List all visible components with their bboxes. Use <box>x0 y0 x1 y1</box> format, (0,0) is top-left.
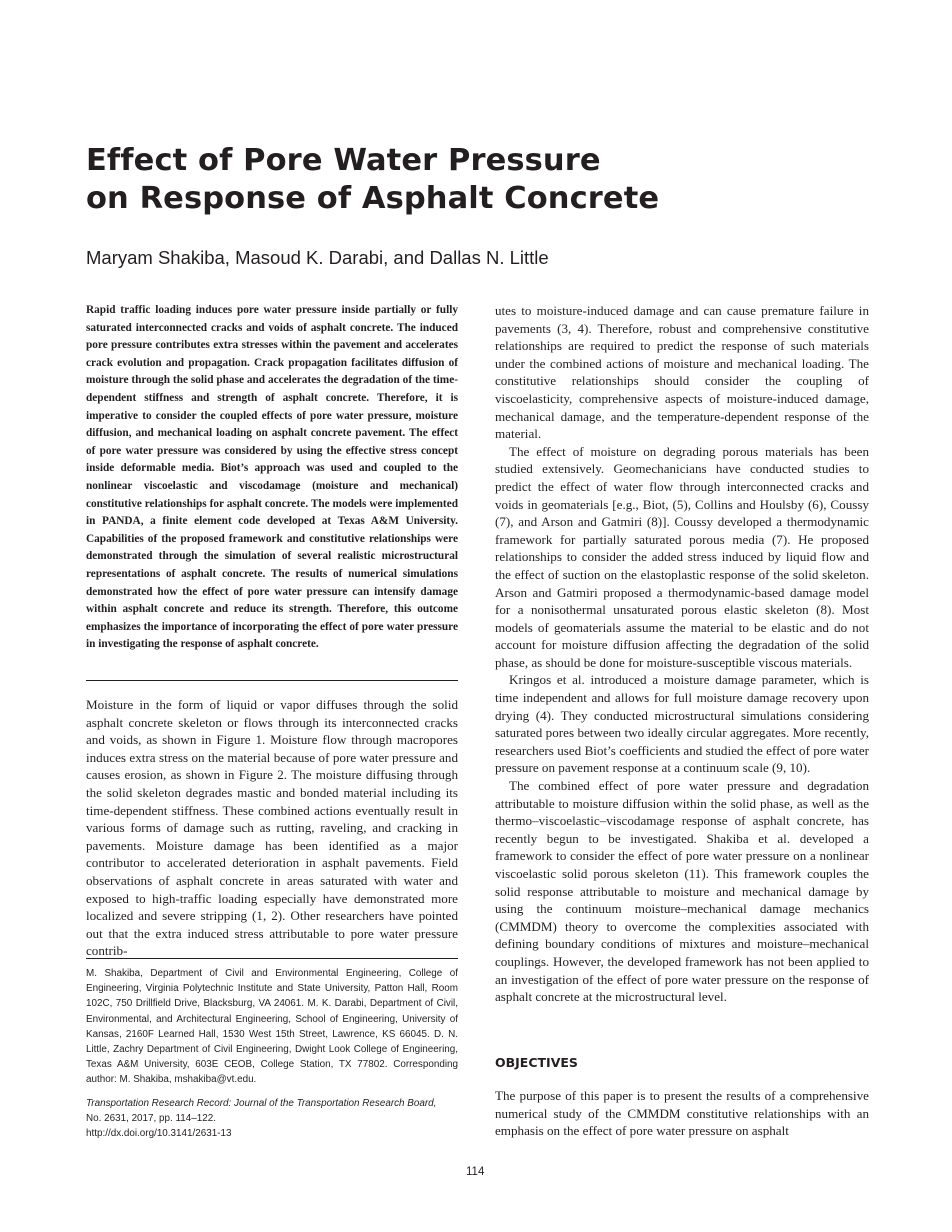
journal-doi[interactable]: http://dx.doi.org/10.3141/2631-13 <box>86 1128 232 1140</box>
journal-issue: No. 2631, 2017, pp. 114–122. <box>86 1113 216 1125</box>
body-paragraph-1: utes to moisture-induced damage and can cause premature failure in pavements (3, 4). Therefore, robust and comprehensive constitutive relationships are required to predict the response of such materials under the combined actions of moisture and mechanical loading. The constitutive relationships should consider the coupling of viscoelasticity, comprehensive aspects of moisture-induced damage, mechanical damage, and the temperature-dependent response of the material. <box>495 303 869 442</box>
title-line-1: Effect of Pore Water Pressure <box>86 143 601 178</box>
author-list: Maryam Shakiba, Masoud K. Darabi, and Dallas N. Little <box>86 247 549 268</box>
abstract <box>86 302 458 654</box>
journal-name: Transportation Research Record: Journal of the Transportation Research Board, <box>86 1098 437 1109</box>
affiliation-text: M. Shakiba, Department of Civil and Environmental Engineering, College of Engineering, Virginia Polytechnic Institute and State University, Patton Hall, Room 102C, 750 Drillfield Drive, Blacksburg, VA 24061. M. K. Darabi, Department of Civil, Environmental, and Architectural Engineering, School of Engineering, University of Kansas, 2160F Learned Hall, 1530 West 15th Street, Lawrence, KS 66045. D. N. Little, Zachry Department of Civil Engineering, Dwight Look College of Engineering, Texas A&M University, 603E CEOB, College Station, TX 77802. Corresponding author: M. Shakiba, mshakiba@vt.edu. <box>86 968 458 1086</box>
objectives-heading: OBJECTIVES <box>495 1055 578 1070</box>
body-paragraph-4: The combined effect of pore water pressure and degradation attributable to moisture diffusion within the solid phase, as well as the thermo–viscoelastic–viscodamage response of asphalt concrete, has recently begun to be investigated. Shakiba et al. developed a framework to consider the effect of pore water pressure on a nonlinear viscoelastic solid porous skeleton (11). This framework couples the solid response attributable to moisture and mechanical damage by using the continuum moisture–mechanical damage mechanics (CMMDM) theory to overcome the complexities associated with defining boundary conditions of mixtures and moisture–mechanical couplings. However, the developed framework has not been applied to an investigation of the effect of pore water pressure on the response of asphalt concrete at the microstructural level. <box>495 778 869 1005</box>
objectives-text: The purpose of this paper is to present the results of a comprehensive numerical study of the CMMDM constitutive relationships with an emphasis on the effect of pore water pressure on asphalt <box>495 1088 869 1139</box>
introduction <box>86 696 458 960</box>
abstract-text: Rapid traffic loading induces pore water pressure inside partially or fully saturated interconnected cracks and voids of asphalt concrete. The induced pore pressure contributes extra stresses within the pavement and accelerates crack evolution and propagation. Crack propagation facilitates diffusion of moisture through the solid phase and accelerates the degradation of the time-dependent stiffness and strength of asphalt concrete. Therefore, it is imperative to consider the coupled effects of pore water pressure, moisture diffusion, and mechanical loading on asphalt concrete pavement. The effect of pore water pressure was considered by using the effective stress concept inside deformable media. Biot’s approach was used and coupled to the nonlinear viscoelastic and viscodamage (moisture and mechanical) constitutive relationships for asphalt concrete. The models were implemented in PANDA, a finite element code developed at Texas A&M University. Capabilities of the proposed framework and constitutive relationships were demonstrated through the simulation of several realistic microstructural representations of asphalt concrete. The results of numerical simulations demonstrated how the effect of pore water pressure can intensify damage within asphalt concrete and reduce its strength. Therefore, this outcome emphasizes the importance of incorporating the effect of pore water pressure in investigating the response of asphalt concrete. <box>86 304 458 651</box>
journal-citation <box>86 1096 458 1142</box>
author-affiliations <box>86 966 458 1088</box>
footnote-divider <box>86 958 458 959</box>
title-line-2: on Response of Asphalt Concrete <box>86 181 660 216</box>
abstract-divider <box>86 680 458 681</box>
paper-title <box>86 142 866 218</box>
intro-paragraph: Moisture in the form of liquid or vapor diffuses through the solid asphalt concrete skeleton or flows through its interconnected cracks and voids, as shown in Figure 1. Moisture flow through macropores induces extra stress on the material because of pore water pressure and causes erosion, as shown in Figure 2. The moisture diffusing through the solid skeleton degrades mastic and bonded material including its time-dependent stiffness. These combined actions eventually result in various forms of damage such as rutting, raveling, and cracking in pavements. Moisture damage has been identified as a major contributor to accelerated deterioration in asphalt pavements. Field observations of asphalt concrete in areas saturated with water and exposed to high-traffic loading especially have demonstrated more localized and severe stripping (1, 2). Other researchers have pointed out that the extra induced stress attributable to pore water pressure contrib- <box>86 697 458 959</box>
right-column-body <box>495 302 869 1006</box>
body-paragraph-2: The effect of moisture on degrading porous materials has been studied extensively. Geomechanicians have conducted studies to predict the effect of water flow through interconnected cracks and voids in geomaterials [e.g., Biot, (5), Collins and Houlsby (6), Coussy (7), and Arson and Gatmiri (8)]. Coussy developed a thermodynamic framework for partially saturated porous media (7). He proposed relationships to consider the added stress induced by liquid flow and the effect of suction on the elastoplastic response of the solid skeleton. Arson and Gatmiri proposed a thermodynamic-based damage model for a nonisothermal unsaturated porous elastic skeleton (8). Most models of geomaterials assume the material to be elastic and do not account for moisture diffusion affecting the degradation of the solid phase, as should be done for moisture-susceptible viscous materials. <box>495 443 869 670</box>
page-number: 114 <box>466 1166 485 1178</box>
body-paragraph-3: Kringos et al. introduced a moisture damage parameter, which is time independent and allows for full moisture damage recovery upon drying (4). They conducted microstructural simulations considering saturated pores between two ideally circular aggregates. More recently, researchers used Biot’s coefficients and studied the effect of pore water pressure on pavement response at a continuum scale (9, 10). <box>495 672 869 776</box>
objectives-section <box>495 1087 869 1140</box>
